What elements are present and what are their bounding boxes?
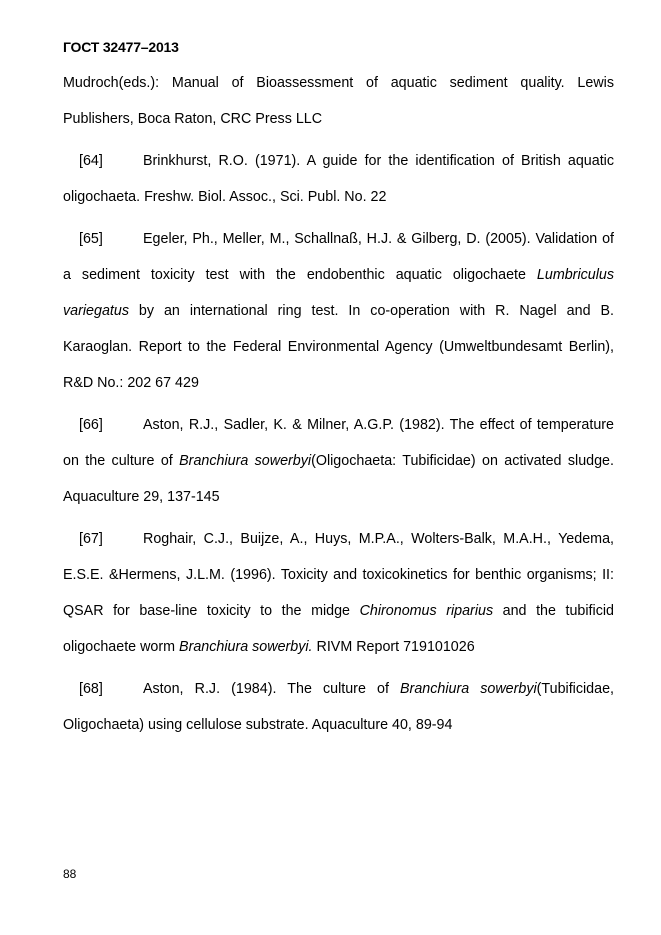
- reference-67: [63, 521, 614, 665]
- reference-number: [66]: [79, 417, 103, 433]
- species-name: Lumbriculus variegatus: [63, 267, 614, 319]
- reference-66: [63, 407, 614, 515]
- reference-text: Aston, R.J., Sadler, K. & Milner, A.G.P. (1982). The effect of temperature on the culture of: [63, 417, 614, 469]
- species-name: Chironomus riparius: [359, 603, 494, 619]
- reference-text: and the tubificid oligochaete worm: [63, 603, 614, 655]
- reference-text: Roghair, C.J., Buijze, A., Huys, M.P.A., Wolters-Balk, M.A.H., Yedema, E.S.E. &Hermens, J.L.M. (1996). Toxicity and toxicokinetics for benthic organisms; II: QSAR for base-line toxicity to the midge: [63, 531, 614, 619]
- reference-text: Aston, R.J. (1984). The culture of: [143, 681, 401, 697]
- reference-text: (Oligochaeta: Tubificidae) on activated sludge. Aquaculture 29, 137-145: [63, 453, 614, 505]
- reference-number: [67]: [79, 531, 103, 547]
- reference-text: Egeler, Ph., Meller, M., Schallnaß, H.J. & Gilberg, D. (2005). Validation of a sediment toxicity test with the endobenthic aquatic oligochaete: [63, 231, 614, 283]
- reference-text: RIVM Report 719101026: [312, 639, 475, 655]
- reference-number: [64]: [79, 153, 103, 169]
- species-name: Branchiura sowerbyi.: [179, 639, 313, 655]
- species-name: Branchiura sowerbyi: [400, 681, 537, 697]
- reference-68: [63, 671, 614, 743]
- reference-text: by an international ring test. In co-operation with R. Nagel and B. Karaoglan. Report to the Federal Environmental Agency (Umweltbundesamt Berlin), R&D No.: 202 67 429: [63, 303, 614, 391]
- reference-list: [63, 65, 614, 749]
- species-name: Branchiura sowerbyi: [179, 453, 312, 469]
- reference-number: [65]: [79, 231, 103, 247]
- page-number: 88: [63, 867, 77, 881]
- reference-number: [68]: [79, 681, 103, 697]
- reference-text: Brinkhurst, R.O. (1971). A guide for the identification of British aquatic oligochaeta. Freshw. Biol. Assoc., Sci. Publ. No. 22: [63, 153, 614, 205]
- reference-65: [63, 221, 614, 401]
- document-header: ГОСТ 32477–2013: [63, 39, 179, 55]
- reference-continuation: Mudroch(eds.): Manual of Bioassessment of aquatic sediment quality. Lewis Publishers, Boca Raton, CRC Press LLC: [63, 75, 614, 127]
- reference-64: [63, 143, 614, 215]
- reference-text: (Tubificidae, Oligochaeta) using cellulose substrate. Aquaculture 40, 89-94: [63, 681, 615, 733]
